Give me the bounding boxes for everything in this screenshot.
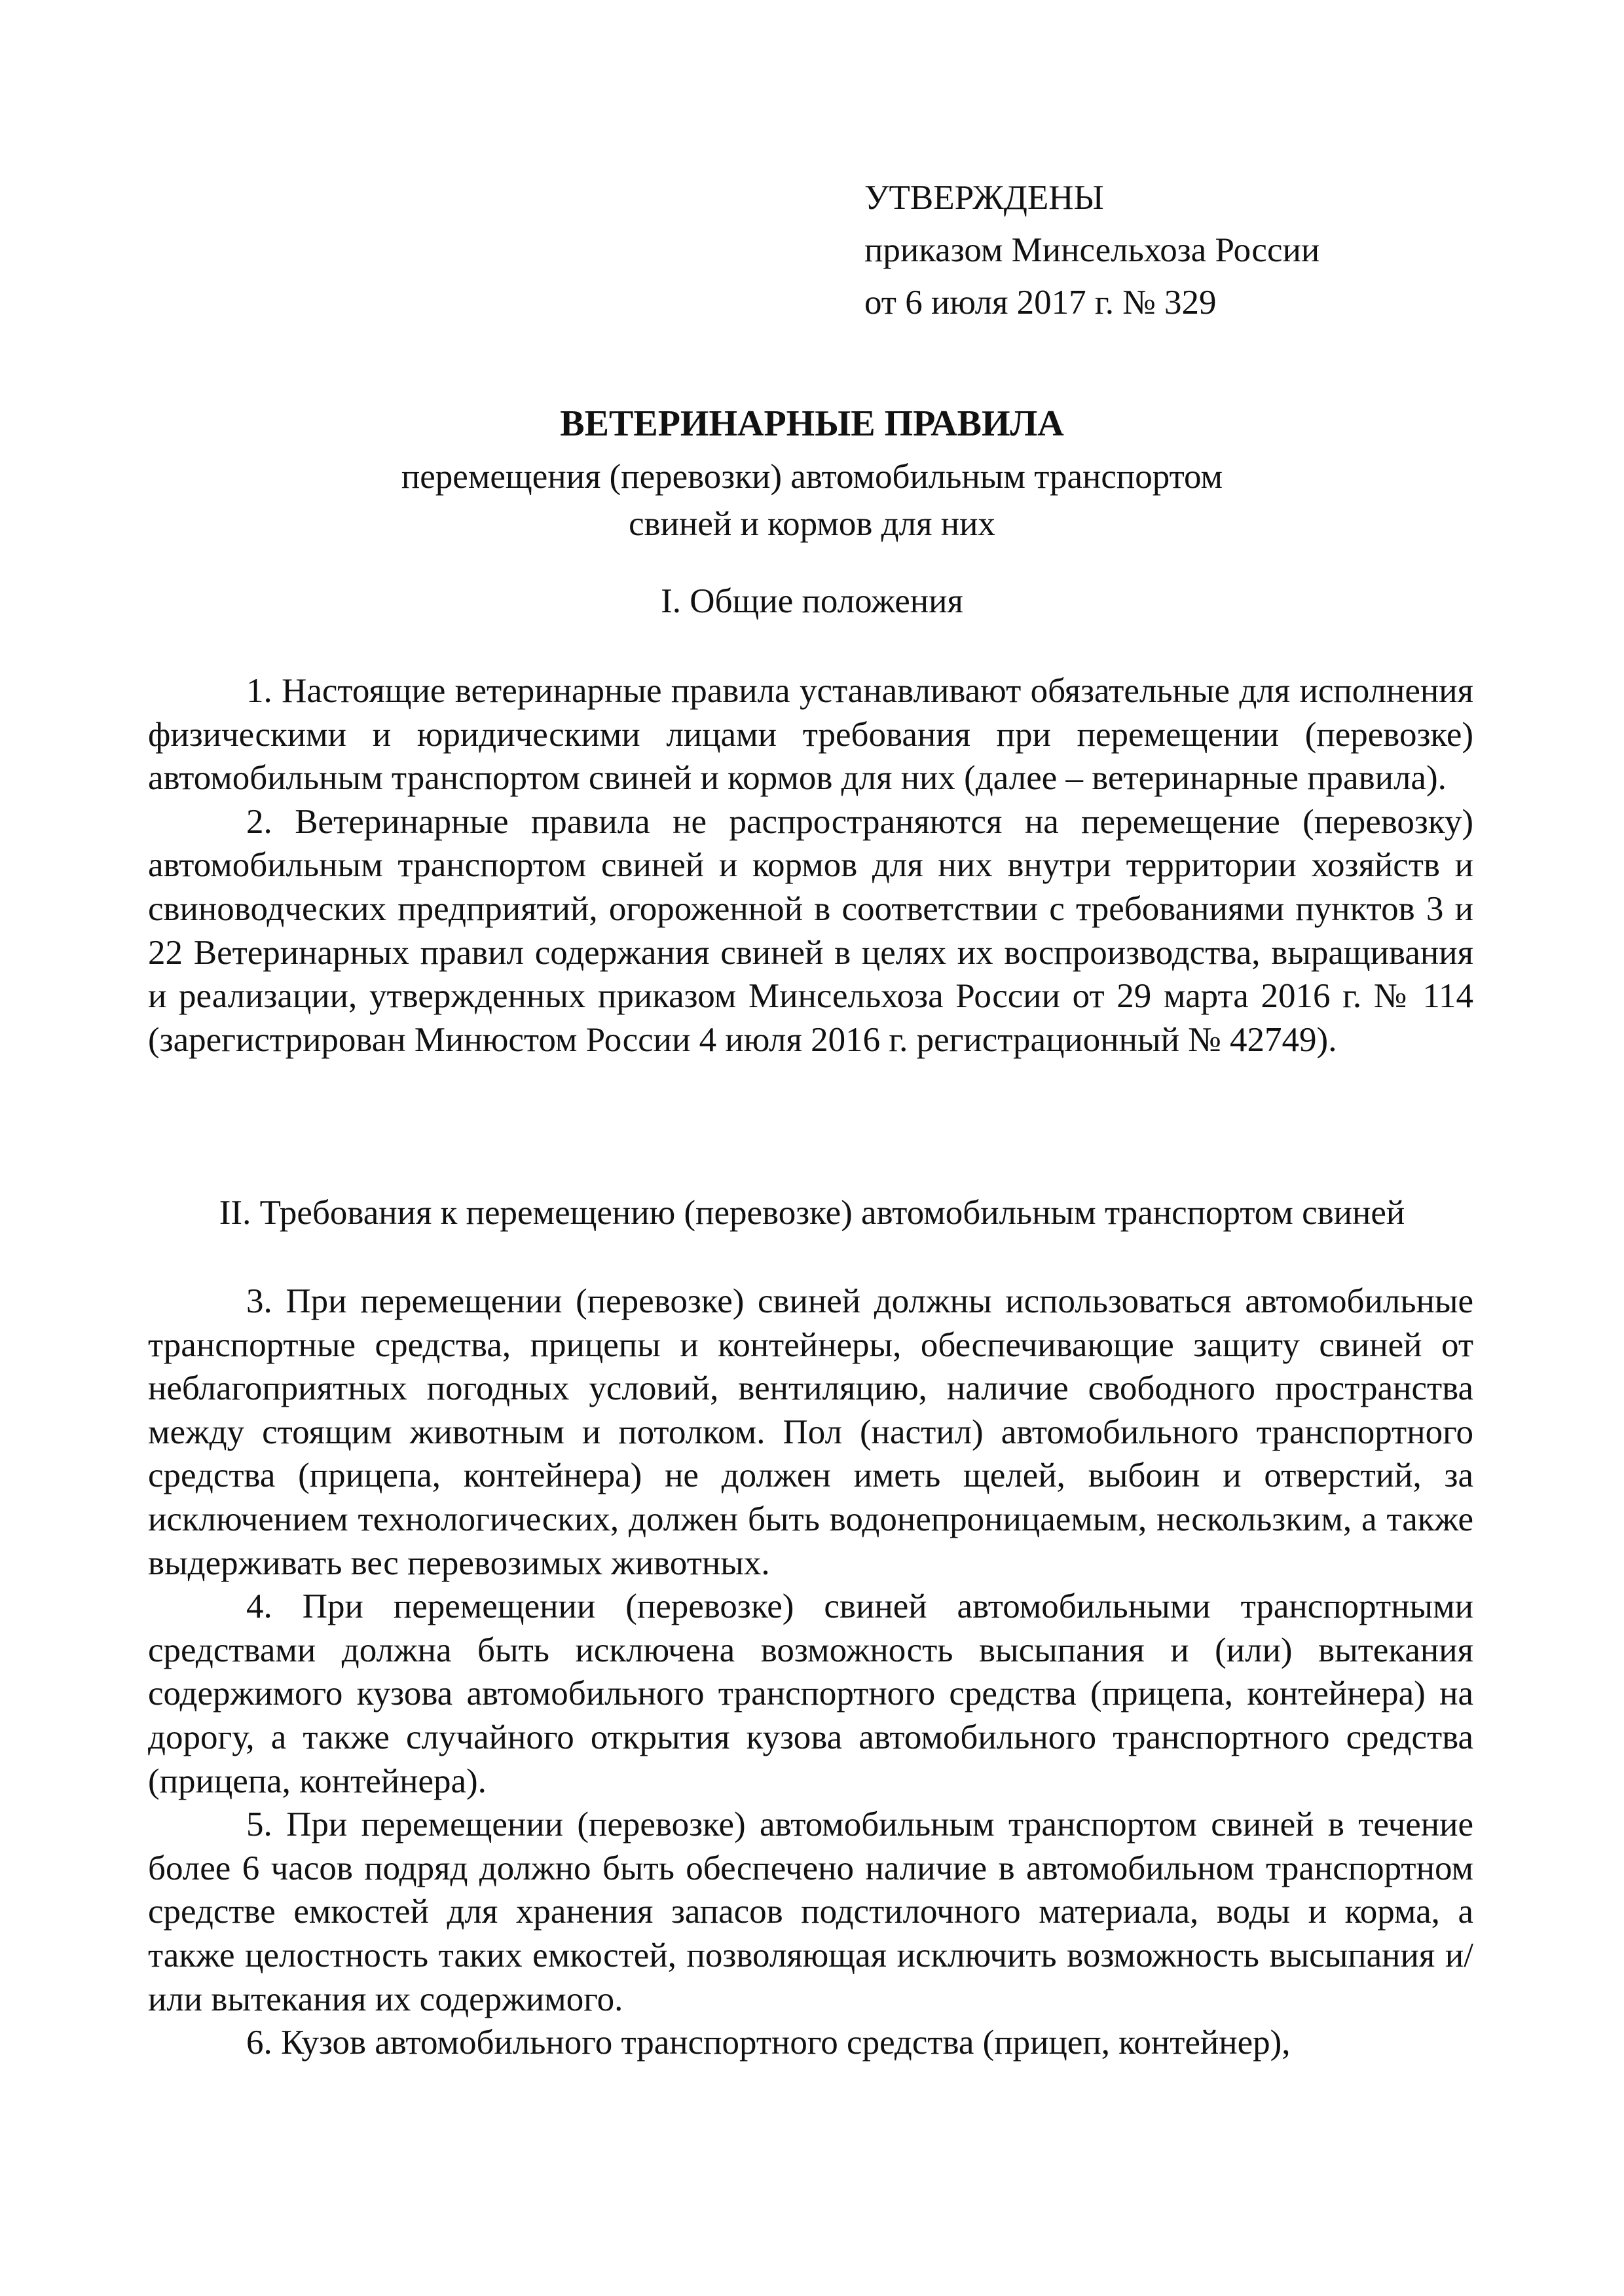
approval-stamp — [864, 172, 1320, 329]
paragraph-5: 5. При перемещении (перевозке) автомобильным транспортом свиней в течение более 6 часов подряд должно быть обеспечено наличие в автомобильном транспортном средстве емкостей для хранения запасов подстилочного материала, воды и корма, а также целостность таких емкостей, позволяющая исключить возможность высыпания и/или вытекания их содержимого. — [148, 1805, 1473, 2018]
approval-date: от 6 июля 2017 г. № 329 — [864, 284, 1217, 322]
paragraph-1: 1. Настоящие ветеринарные правила устанавливают обязательные для исполнения физическими и юридическими лицами требования при перемещении (перевозке) автомобильным транспортом свиней и кормов для них (далее – ветеринарные правила). — [148, 672, 1473, 798]
section-general-body — [148, 669, 1473, 1062]
approval-order: приказом Минсельхоза России — [864, 231, 1320, 269]
section-requirements-body — [148, 1280, 1473, 2065]
document-title: ВЕТЕРИНАРНЫЕ ПРАВИЛА — [560, 403, 1064, 444]
paragraph-3: 3. При перемещении (перевозке) свиней должны использоваться автомобильные транспортные средства, прицепы и контейнеры, обеспечивающие защиту свиней от неблагоприятных погодных условий, вентиляцию, наличие свободного пространства между стоящим животным и потолком. Пол (настил) автомобильного транспортного средства (прицепа, контейнера) не должен иметь щелей, выбоин и отверстий, за исключением технологических, должен быть водонепроницаемым, нескользким, а также выдерживать вес перевозимых животных. — [148, 1282, 1473, 1582]
document-subtitle-line-1: перемещения (перевозки) автомобильным транспортом — [401, 458, 1223, 496]
paragraph-2: 2. Ветеринарные правила не распространяются на перемещение (перевозку) автомобильным транспортом свиней и кормов для них внутри территории хозяйств и свиноводческих предприятий, огороженной в соответствии с требованиями пунктов 3 и 22 Ветеринарных правил содержания свиней в целях их воспроизводства, выращивания и реализации, утвержденных приказом Минсельхоза России от 29 марта 2016 г. № 114 (зарегистрирован Минюстом России 4 июля 2016 г. регистрационный № 42749). — [148, 802, 1473, 1059]
section-heading-requirements: II. Требования к перемещению (перевозке) автомобильным транспортом свиней — [219, 1194, 1405, 1232]
paragraph-6: 6. Кузов автомобильного транспортного средства (прицеп, контейнер), — [246, 2024, 1291, 2062]
document-subtitle — [151, 453, 1473, 547]
section-heading-general: I. Общие положения — [661, 582, 963, 620]
approval-status: УТВЕРЖДЕНЫ — [864, 179, 1104, 217]
document-subtitle-line-2: свиней и кормов для них — [629, 505, 995, 543]
paragraph-4: 4. При перемещении (перевозке) свиней автомобильными транспортными средствами должна быть исключена возможность высыпания и (или) вытекания содержимого кузова автомобильного транспортного средства (прицепа, контейнера) на дорогу, а также случайного открытия кузова автомобильного транспортного средства (прицепа, контейнера). — [148, 1587, 1473, 1800]
